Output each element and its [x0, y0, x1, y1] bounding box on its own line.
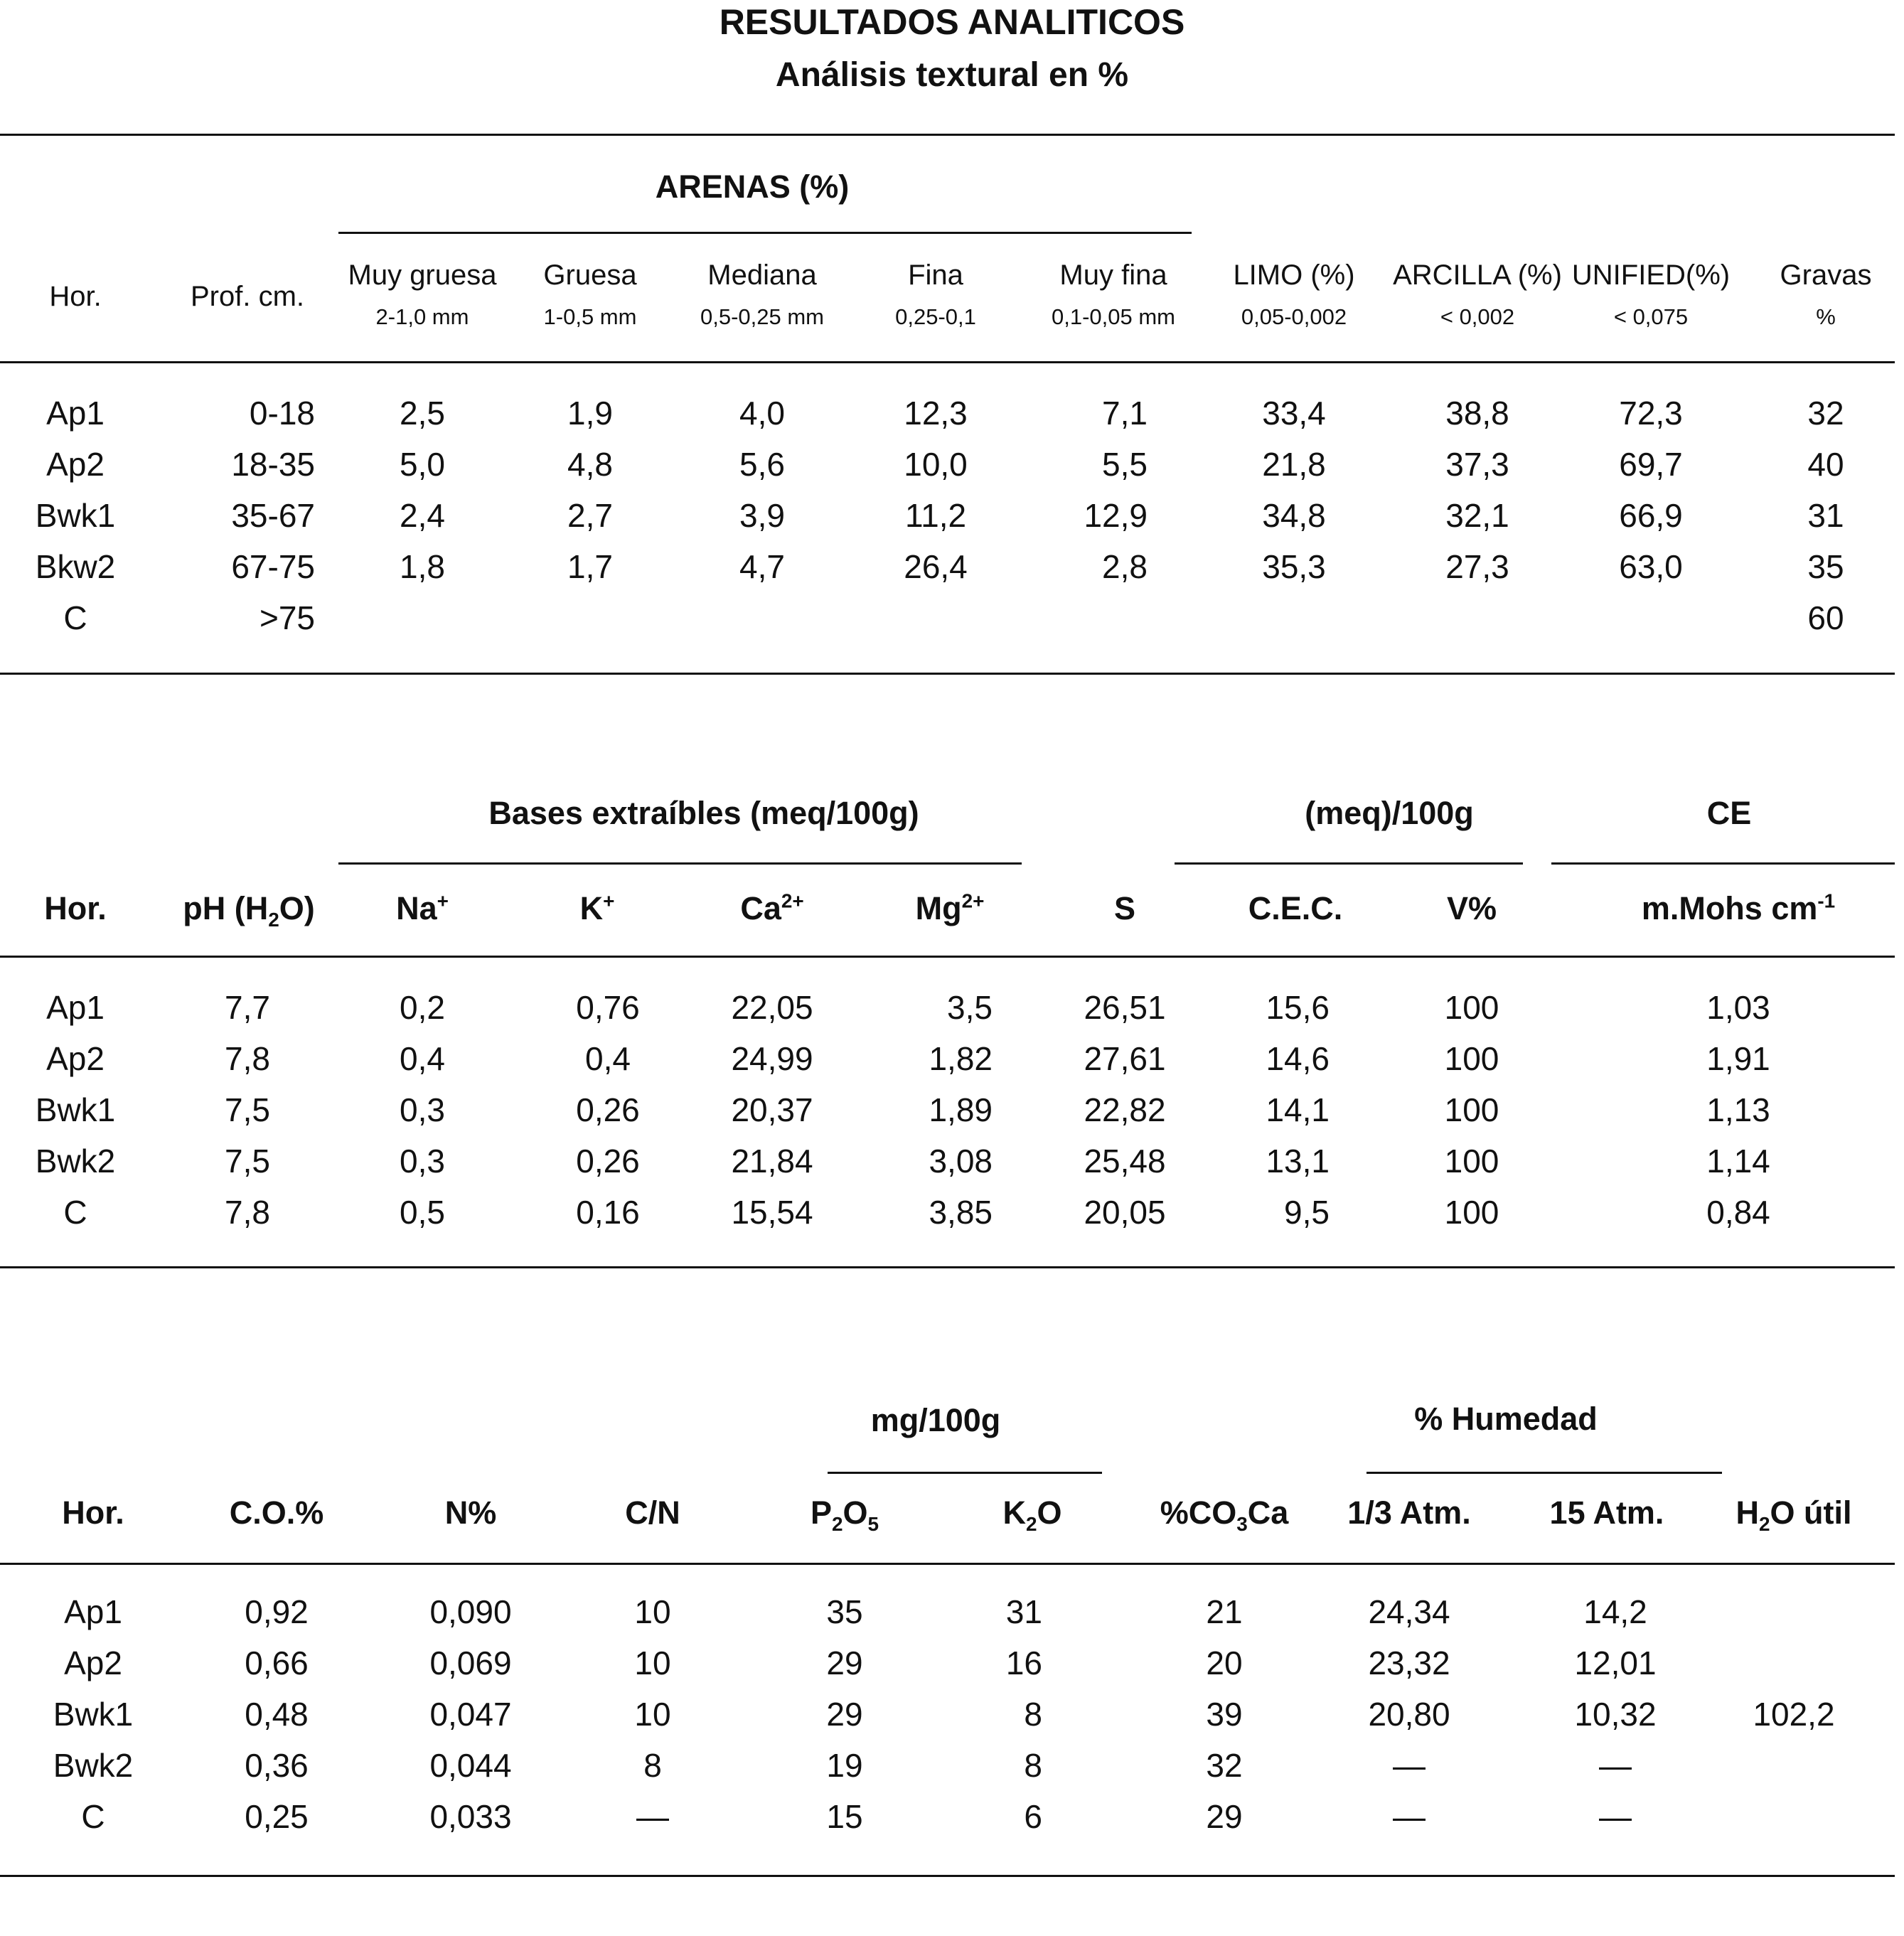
table-cell: 1,03	[1706, 989, 1770, 1026]
row-horizon-label: Bwk2	[53, 1747, 134, 1784]
table-cell: 31	[1005, 1593, 1042, 1630]
table-cell: 1,13	[1706, 1091, 1770, 1128]
table-cell: 37,3	[1445, 446, 1509, 483]
table-cell: 22,05	[731, 989, 813, 1026]
table-cell: 32	[1206, 1747, 1243, 1784]
col-v: V%	[1446, 890, 1497, 926]
table-cell: 3,9	[739, 497, 785, 534]
col-atm13: 1/3 Atm.	[1347, 1494, 1471, 1531]
table-cell: 15,6	[1266, 989, 1330, 1026]
col-header-label: Gravas	[1780, 260, 1872, 291]
table-cell: 23,32	[1368, 1644, 1450, 1681]
col-header-range: 0,1-0,05 mm	[1051, 304, 1176, 329]
table-cell: 1,7	[567, 548, 613, 585]
table-cell: 34,8	[1262, 497, 1326, 534]
table1-header-rule	[0, 361, 1895, 363]
col-header-label: Muy fina	[1059, 260, 1167, 291]
row-horizon-label: Ap2	[46, 446, 105, 483]
table-cell: 19	[826, 1747, 863, 1784]
col-ca: $Ca^{2+}$	[740, 889, 804, 926]
table-cell: 0,090	[429, 1593, 512, 1630]
meq-group-header: (meq)/100g	[1305, 795, 1474, 831]
table2-header-rule	[0, 956, 1895, 958]
table-cell: 26,4	[904, 548, 968, 585]
row-horizon-label: Ap1	[64, 1593, 122, 1630]
table-cell: —	[1599, 1747, 1632, 1784]
table-cell: 20,05	[1084, 1194, 1166, 1231]
page-subtitle: Análisis textural en %	[775, 56, 1129, 94]
col-k: K+	[579, 889, 615, 926]
table1-top-rule	[0, 134, 1895, 136]
col-ph: pH $(H_2O)$	[183, 890, 315, 931]
table-cell: 0,2	[400, 989, 445, 1026]
ce-group-rule	[1551, 862, 1895, 865]
table-cell: 14,2	[1583, 1593, 1647, 1630]
col-header-range: 1-0,5 mm	[543, 304, 637, 329]
col-header-label: LIMO (%)	[1233, 260, 1355, 291]
table-cell: 16	[1005, 1644, 1042, 1681]
table-cell: 15,54	[731, 1194, 813, 1231]
col-ce: m.Mohs $cm^{-1}$	[1641, 889, 1836, 926]
col-co3ca: $\%CO_3Ca$	[1160, 1494, 1289, 1535]
table-cell: 8	[643, 1747, 662, 1784]
table-cell: 2,5	[400, 395, 445, 432]
humedad-group-header: % Humedad	[1414, 1401, 1598, 1437]
table3-bottom-rule	[0, 1875, 1895, 1877]
row-horizon-label: Bwk1	[53, 1696, 134, 1733]
table-cell: 29	[826, 1696, 863, 1733]
col-cec: C.E.C.	[1248, 890, 1343, 926]
table-cell: 100	[1444, 1040, 1499, 1077]
table-cell: 8	[1024, 1696, 1042, 1733]
table-cell: 8	[1024, 1747, 1042, 1784]
table-cell: 24,99	[731, 1040, 813, 1077]
col-co: C.O.%	[229, 1494, 324, 1531]
col-hor: Hor.	[62, 1494, 124, 1531]
table-cell: 0,92	[245, 1593, 309, 1630]
table-cell: 20	[1206, 1644, 1243, 1681]
row-horizon-label: Ap1	[46, 989, 105, 1026]
table-cell: 13,1	[1266, 1143, 1330, 1180]
row-horizon-label: C	[81, 1798, 105, 1835]
table-cell: —	[1393, 1747, 1426, 1784]
col-mg: $Mg^{2+}$	[915, 889, 985, 926]
table-cell: 0,4	[400, 1040, 445, 1077]
row-horizon-label: C	[63, 599, 87, 636]
col-header-label: Hor.	[49, 281, 102, 312]
table-cell: 66,9	[1619, 497, 1683, 534]
table-cell: >75	[259, 599, 315, 636]
table-cell: —	[1393, 1798, 1426, 1835]
row-horizon-label: Bkw2	[35, 548, 116, 585]
col-header-range: < 0,075	[1613, 304, 1689, 329]
col-header-label: Muy gruesa	[348, 260, 497, 291]
col-header-range: 0,25-0,1	[895, 304, 976, 329]
table-cell: 4,7	[739, 548, 785, 585]
col-header-range: 0,5-0,25 mm	[700, 304, 825, 329]
table-cell: 9,5	[1284, 1194, 1330, 1231]
table-cell: 100	[1444, 1143, 1499, 1180]
table-cell: 0,25	[245, 1798, 309, 1835]
col-s: S	[1113, 890, 1136, 926]
table-cell: 39	[1206, 1696, 1243, 1733]
table-cell: 7,5	[225, 1091, 270, 1128]
col-header-range: < 0,002	[1440, 304, 1515, 329]
table-cell: 2,4	[400, 497, 445, 534]
table-cell: 7,1	[1102, 395, 1148, 432]
table-cell: 15	[826, 1798, 863, 1835]
table-cell: 21,84	[731, 1143, 813, 1180]
table-cell: 0,36	[245, 1747, 309, 1784]
row-horizon-label: Bwk2	[35, 1143, 116, 1180]
row-horizon-label: Bwk1	[35, 1091, 116, 1128]
table-cell: 2,7	[567, 497, 613, 534]
table-cell: 10	[634, 1696, 671, 1733]
page-title: RESULTADOS ANALITICOS	[719, 2, 1185, 42]
table-cell: 0,069	[429, 1644, 512, 1681]
meq-group-rule	[1175, 862, 1523, 865]
col-cn: C/N	[625, 1494, 680, 1531]
table-cell: 0,26	[576, 1091, 640, 1128]
table-cell: 29	[826, 1644, 863, 1681]
bases-group-header: Bases extraíbles (meq/100g)	[488, 795, 919, 831]
table-cell: 20,80	[1368, 1696, 1450, 1733]
col-header-label: Mediana	[707, 260, 817, 291]
table-cell: 12,01	[1574, 1644, 1657, 1681]
table-cell: 22,82	[1084, 1091, 1166, 1128]
table-cell: 0,3	[400, 1091, 445, 1128]
table-cell: 1,14	[1706, 1143, 1770, 1180]
table-cell: 7,5	[225, 1143, 270, 1180]
table-cell: 21,8	[1262, 446, 1326, 483]
table-cell: 33,4	[1262, 395, 1326, 432]
table-cell: 12,3	[904, 395, 968, 432]
table2-bottom-rule	[0, 1266, 1895, 1268]
col-header-range: %	[1816, 304, 1836, 329]
table-cell: 5,5	[1102, 446, 1148, 483]
table-cell: 7,8	[225, 1040, 270, 1077]
col-atm15: 15 Atm.	[1549, 1494, 1664, 1531]
table-cell: 0-18	[249, 395, 315, 432]
table-cell: 11,2	[904, 497, 967, 534]
table-cell: 0,033	[429, 1798, 512, 1835]
arenas-group-header: ARENAS (%)	[655, 169, 850, 205]
table1-bottom-rule	[0, 673, 1895, 675]
ce-group-header: CE	[1706, 795, 1752, 831]
table-cell: 0,16	[576, 1194, 640, 1231]
row-horizon-label: Bwk1	[35, 497, 116, 534]
table-cell: 18-35	[231, 446, 315, 483]
table-cell: 1,82	[929, 1040, 993, 1077]
table-cell: 10,32	[1574, 1696, 1657, 1733]
col-header-label: ARCILLA (%)	[1393, 260, 1562, 291]
table-cell: —	[1599, 1798, 1632, 1835]
arenas-group-rule	[338, 232, 1192, 234]
bases-group-rule	[338, 862, 1022, 865]
table-cell: 3,85	[929, 1194, 993, 1231]
table-cell: 10,0	[904, 446, 968, 483]
table-cell: 0,044	[429, 1747, 512, 1784]
table-cell: 100	[1444, 1091, 1499, 1128]
col-p2o5: $P_2O_5$	[810, 1494, 879, 1535]
table-cell: 12,9	[1084, 497, 1148, 534]
col-header-range: 0,05-0,002	[1241, 304, 1347, 329]
table-cell: 0,48	[245, 1696, 309, 1733]
table-cell: 0,3	[400, 1143, 445, 1180]
table-cell: 0,4	[585, 1040, 631, 1077]
table-cell: —	[636, 1798, 669, 1835]
table-cell: 31	[1807, 497, 1844, 534]
table-cell: 0,5	[400, 1194, 445, 1231]
table-cell: 7,7	[225, 989, 270, 1026]
table-cell: 38,8	[1445, 395, 1509, 432]
table-cell: 1,91	[1706, 1040, 1770, 1077]
table-cell: 67-75	[231, 548, 315, 585]
col-header-range: 2-1,0 mm	[375, 304, 469, 329]
table-cell: 0,66	[245, 1644, 309, 1681]
table-cell: 5,6	[739, 446, 785, 483]
col-header-label: Gruesa	[543, 260, 637, 291]
row-horizon-label: Ap1	[46, 395, 105, 432]
table-cell: 4,0	[739, 395, 785, 432]
table-cell: 2,8	[1102, 548, 1148, 585]
row-horizon-label: C	[63, 1194, 87, 1231]
table-cell: 24,34	[1368, 1593, 1450, 1630]
table-cell: 1,89	[929, 1091, 993, 1128]
table-cell: 10	[634, 1644, 671, 1681]
col-n: N%	[444, 1494, 497, 1531]
table-cell: 27,3	[1445, 548, 1509, 585]
table-cell: 35	[826, 1593, 863, 1630]
col-header-label: Prof. cm.	[190, 281, 305, 312]
table-cell: 100	[1444, 989, 1499, 1026]
row-horizon-label: Ap2	[64, 1644, 122, 1681]
col-header-label: Fina	[908, 260, 963, 291]
table-cell: 27,61	[1084, 1040, 1166, 1077]
table-cell: 0,84	[1706, 1194, 1770, 1231]
mg-group-rule	[828, 1472, 1102, 1474]
table-cell: 72,3	[1619, 395, 1683, 432]
table-cell: 35	[1807, 548, 1844, 585]
table-cell: 35-67	[231, 497, 315, 534]
table-cell: 21	[1206, 1593, 1243, 1630]
table-cell: 40	[1807, 446, 1844, 483]
mg-group-header: mg/100g	[870, 1402, 1001, 1438]
table-cell: 0,26	[576, 1143, 640, 1180]
table-cell: 0,047	[429, 1696, 512, 1733]
table-cell: 102,2	[1753, 1696, 1835, 1733]
row-horizon-label: Ap2	[46, 1040, 105, 1077]
table3-header-rule	[0, 1563, 1895, 1565]
table-cell: 14,1	[1266, 1091, 1330, 1128]
table-cell: 26,51	[1084, 989, 1166, 1026]
table-cell: 29	[1206, 1798, 1243, 1835]
table-cell: 3,08	[929, 1143, 993, 1180]
table-cell: 32	[1807, 395, 1844, 432]
table-cell: 1,8	[400, 548, 445, 585]
table-cell: 4,8	[567, 446, 613, 483]
table-cell: 10	[634, 1593, 671, 1630]
table-cell: 60	[1807, 599, 1844, 636]
table-cell: 5,0	[400, 446, 445, 483]
table-cell: 3,5	[947, 989, 993, 1026]
table-cell: 0,76	[576, 989, 640, 1026]
col-na: Na+	[396, 889, 449, 926]
table-cell: 7,8	[225, 1194, 270, 1231]
table-cell: 1,9	[567, 395, 613, 432]
col-h2o-util: $H_2O$ útil	[1735, 1494, 1852, 1535]
col-header-label: UNIFIED(%)	[1571, 260, 1731, 291]
table-cell: 14,6	[1266, 1040, 1330, 1077]
table-cell: 32,1	[1445, 497, 1509, 534]
col-k2o: $K_2O$	[1002, 1494, 1062, 1535]
table-cell: 20,37	[731, 1091, 813, 1128]
col-hor: Hor.	[44, 890, 107, 926]
table-cell: 100	[1444, 1194, 1499, 1231]
table-cell: 63,0	[1619, 548, 1683, 585]
humedad-group-rule	[1367, 1472, 1722, 1474]
table-cell: 35,3	[1262, 548, 1326, 585]
table-cell: 69,7	[1619, 446, 1683, 483]
table-cell: 25,48	[1084, 1143, 1166, 1180]
table-cell: 6	[1024, 1798, 1042, 1835]
